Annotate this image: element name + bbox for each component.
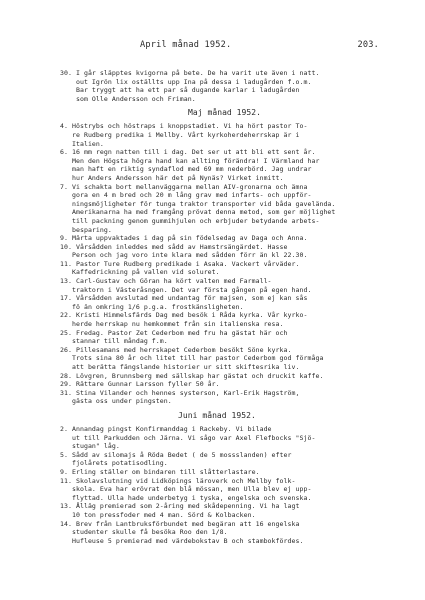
entry-line: besparing. xyxy=(60,225,112,234)
entry-line: Hufleuse 5 premierad med värdebokstav B och stambokfördes. xyxy=(60,536,304,545)
entry-line: Trots sina 80 år och litet till har pastor Cederbom god förmåga xyxy=(60,354,324,363)
entry-line: 11. Skolavslutning vid Lidköpings läroverk och Mellby folk- xyxy=(60,476,296,485)
entry-line: flyttad. Ulla hade underbetyg i tyska, engelska och svenska. xyxy=(60,493,312,502)
entry-line: re Rudberg predika i Mellby. Vårt kyrkoherdeherrskap är i xyxy=(60,130,300,139)
entry-line: traktorn i Västeråsngen. Det var första gången på egen hand. xyxy=(60,285,312,294)
entry-line: ut till Parkudden och Järna. Vi sågo var Axel Flefbocks "Sjö- xyxy=(60,433,316,442)
entry-line: skola. Eva har erövrat den blå mössan, men Ulla blev ej upp- xyxy=(60,485,312,494)
entry-line: 2. Annandag pingst Konfirmanddag i Rackeby. Vi bilade xyxy=(60,424,272,433)
entry-line: fjolårets potatisodling. xyxy=(60,459,168,468)
entry-line: 17. Vårsådden avslutad med undantag för majsen, som ej kan sås xyxy=(60,294,308,303)
entry-line: gora en 4 m bred och 20 m lång grav med infarts- och uppför- xyxy=(60,191,312,200)
entry-line: stugan" låg. xyxy=(60,442,120,451)
diary-body xyxy=(60,69,405,545)
entry-line: 29. Rättare Gunnar Larsson fyller 50 år. xyxy=(60,380,220,389)
section-heading-juni: Juni månad 1952. xyxy=(178,410,256,420)
entry-line: 30. I går släpptes kvigorna på bete. De ha varit ute även i natt. xyxy=(60,69,320,77)
page-header xyxy=(140,40,379,50)
entry-line: 4. Höstrybs och höstraps i knoppstadiet. Vi ha hört pastor To- xyxy=(60,122,308,131)
entry-line: till packning genom gummihjulen och erbjuder betydande arbets- xyxy=(60,216,320,225)
entry-line: 9. Erling ställer om bindaren till slåtterlastare. xyxy=(60,467,260,476)
entry-line: fö än omkring 1/6 p.g.a. frostkänsligheten. xyxy=(60,302,244,311)
entry-line: Bar tryggt att ha ett par så dugande karlar i ladugården xyxy=(60,86,300,95)
entry-line: ningsmöjligheter för tunga traktor transporter vid båda gavelända. xyxy=(60,199,336,208)
entry-line: 31. Stina Vilander och hennes systerson, Karl-Erik Hagström, xyxy=(60,388,300,397)
entry-line: Amerikanarna ha med framgång prövat denna metod, som ger möjlighet xyxy=(60,208,336,217)
entry-line: 11. Pastor Ture Rudberg predikade i Asaka. Vackert vårväder. xyxy=(60,259,300,268)
entry-line: Men den Högsta högra hand kan allting förändra! I Värmland har xyxy=(60,156,320,165)
entry-line: studenter skulle få besöka Roo den 1/8. xyxy=(60,528,228,537)
entry-line: Italien. xyxy=(60,139,104,148)
entry-line: 28. Lövgren, Brunnsberg med sällskap har gästat och druckit kaffe. xyxy=(60,371,324,380)
entry-line: 22. Kristi Himmelsfärds Dag med besök i Råda kyrka. Vår kyrko- xyxy=(60,311,308,320)
entry-line: 10. Vårsådden inleddes med sådd av Hamstrsängärdet. Hasse xyxy=(60,242,288,251)
entry-line: gästa oss under pingsten. xyxy=(60,397,172,406)
entry-line: Kaffedrickning på vallen vid soluret. xyxy=(60,268,220,277)
entry-line: 5. Sådd av silomajs å Röda Bedet ( de 5 mossslanden) efter xyxy=(60,450,292,459)
maj-section xyxy=(60,122,405,406)
entry-line: 26. Pillesamans med herrskapet Cederbom besökt Söne kyrka. xyxy=(60,345,292,354)
section-heading-maj: Maj månad 1952. xyxy=(188,108,261,118)
entry-line: stannar till måndag f.m. xyxy=(60,337,168,346)
entry-line: att berätta fängslande historier ur sitt skiftesrika liv. xyxy=(60,363,300,371)
page-title: April månad 1952. xyxy=(140,40,232,50)
entry-line: 14. Brev från Lantbruksförbundet med begäran att 16 engelska xyxy=(60,519,300,528)
entry-line: 7. Vi schakta bort mellanväggarna mellan AIV-gronarna och ämna xyxy=(60,182,308,191)
entry-line: herde herrskap nu hemkommet från sin italienska resa. xyxy=(60,320,284,329)
april-section xyxy=(60,69,405,103)
entry-line: 25. Fredag. Pastor Zet Cederbom med fru ha gästat här och xyxy=(60,328,288,337)
entry-line: Person och jag voro inte klara med sådden förr än kl 22.30. xyxy=(60,251,308,260)
entry-line: hur Anders Andersson här det på Nynäs? Virket inmitt. xyxy=(60,173,284,182)
entry-line: 13. Carl-Gustav och Göran ha kört valten med Farmall- xyxy=(60,277,272,286)
entry-line: 10 ton pressfoder med 4 man. Sörd & Kolbacken. xyxy=(60,510,256,519)
juni-section xyxy=(60,425,405,545)
entry-line: 9. Märta uppvaktades i dag på sin födelsedag av Daga och Anna. xyxy=(60,234,308,243)
entry-line: man haft en riktig syndaflod med 69 mm nederbörd. Jag undrar xyxy=(60,165,312,174)
entry-line: 6. 16 mm regn natten till i dag. Det ser ut att bli ett sent år. xyxy=(60,148,316,157)
entry-line: out Igrön lix oställts upp Ina på dessa i ladugården f.o.m. xyxy=(60,77,316,86)
entry-line: 13. Ålläg premierad som 2-åring med skådepenning. Vi ha lagt xyxy=(60,502,300,511)
entry-line: som Olle Andersson och Friman. xyxy=(60,94,196,103)
page-number: 203. xyxy=(357,40,379,50)
